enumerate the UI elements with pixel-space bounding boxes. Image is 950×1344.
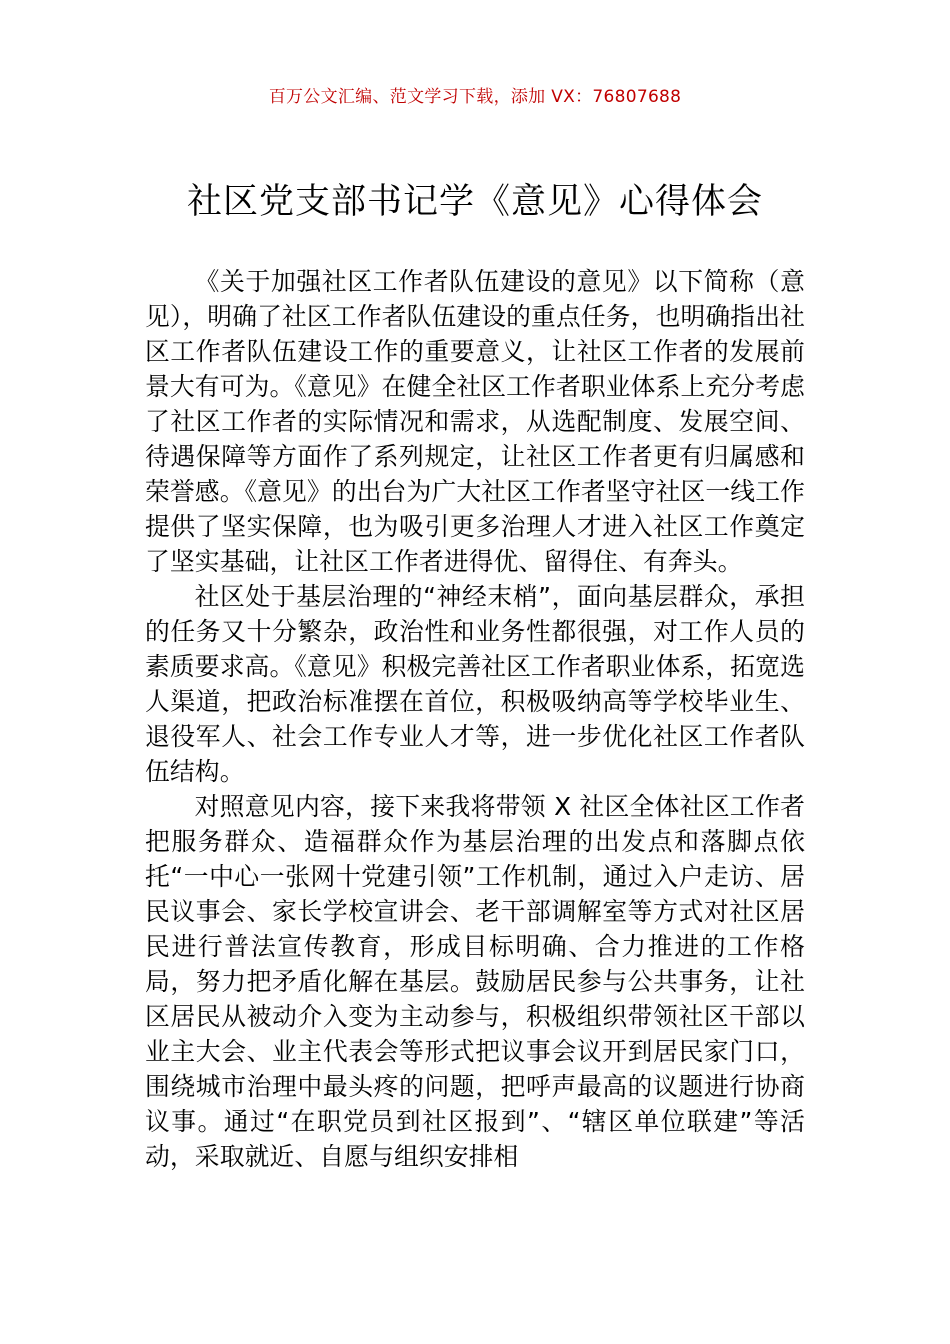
header-notice: 百万公文汇编、范文学习下载，添加 VX：76807688 bbox=[268, 87, 682, 107]
document-body bbox=[145, 264, 805, 1174]
document-title: 社区党支部书记学《意见》心得体会 bbox=[186, 182, 763, 222]
paragraph-1: 《关于加强社区工作者队伍建设的意见》以下简称（意见），明确了社区工作者队伍建设的重点任务，也明确指出社区工作者队伍建设工作的重要意义，让社区工作者的发展前景大有可为。《意见》在健全社区工作者职业体系上充分考虑了社区工作者的实际情况和需求，从选配制度、发展空间、待遇保障等方面作了系列规定，让社区工作者更有归属感和荣誉感。《意见》的出台为广大社区工作者坚守社区一线工作提供了坚实保障，也为吸引更多治理人才进入社区工作奠定了坚实基础，让社区工作者进得优、留得住、有奔头。 bbox=[145, 267, 805, 576]
paragraph-3: 对照意见内容，接下来我将带领 X 社区全体社区工作者把服务群众、造福群众作为基层治理的出发点和落脚点依托“一中心一张网十党建引领”工作机制，通过入户走访、居民议事会、家长学校宣讲会、老干部调解室等方式对社区居民进行普法宣传教育，形成目标明确、合力推进的工作格局，努力把矛盾化解在基层。鼓励居民参与公共事务，让社区居民从被动介入变为主动参与，积极组织带领社区干部以业主大会、业主代表会等形式把议事会议开到居民家门口，围绕城市治理中最头疼的问题，把呼声最高的议题进行协商议事。通过“在职党员到社区报到”、“辖区单位联建”等活动，采取就近、自愿与组织安排相 bbox=[145, 792, 805, 1171]
paragraph-2: 社区处于基层治理的“神经末梢”，面向基层群众，承担的任务又十分繁杂，政治性和业务性都很强，对工作人员的素质要求高。《意见》积极完善社区工作者职业体系，拓宽选人渠道，把政治标准摆在首位，积极吸纳高等学校毕业生、退役军人、社会工作专业人才等，进一步优化社区工作者队伍结构。 bbox=[145, 582, 805, 786]
